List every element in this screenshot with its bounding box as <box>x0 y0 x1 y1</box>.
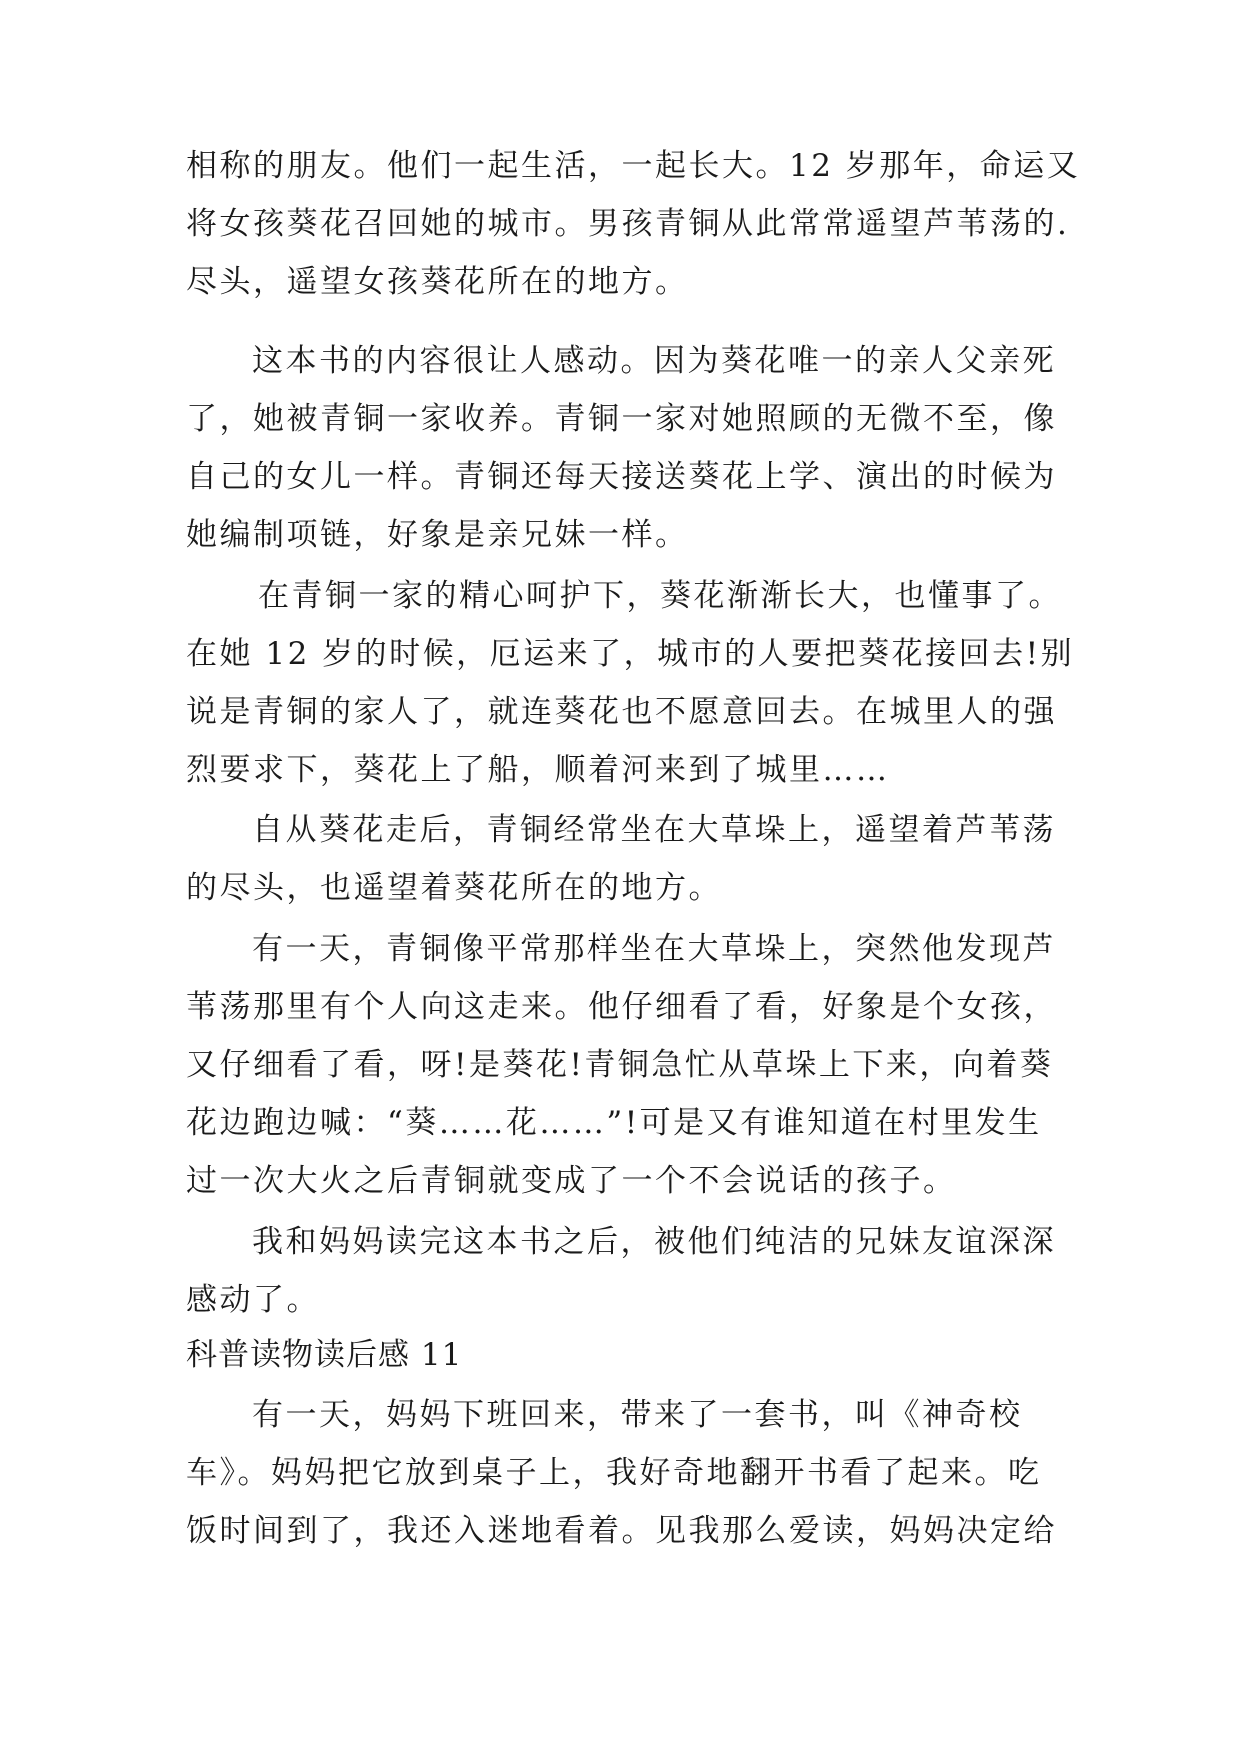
text-line: 自从葵花走后，青铜经常坐在大草垛上，遥望着芦苇荡 <box>252 812 1056 848</box>
text-line: 在她 12 岁的时候，厄运来了，城市的人要把葵花接回去!别 <box>186 636 1075 672</box>
text-line: 说是青铜的家人了，就连葵花也不愿意回去。在城里人的强 <box>186 694 1057 730</box>
text-line: 有一天，青铜像平常那样坐在大草垛上，突然他发现芦 <box>252 931 1056 967</box>
text-line: 车》。妈妈把它放到桌子上，我好奇地翻开书看了起来。吃 <box>186 1455 1042 1491</box>
text-line: 烈要求下，葵花上了船，顺着河来到了城里…… <box>186 752 890 788</box>
text-line: 尽头，遥望女孩葵花所在的地方。 <box>186 264 689 300</box>
text-line: 饭时间到了，我还入迷地看着。见我那么爱读，妈妈决定给 <box>186 1513 1057 1549</box>
text-line: 有一天，妈妈下班回来，带来了一套书，叫《神奇校 <box>252 1397 1023 1433</box>
text-line: 这本书的内容很让人感动。因为葵花唯一的亲人父亲死 <box>252 343 1056 379</box>
text-line: 将女孩葵花召回她的城市。男孩青铜从此常常遥望芦苇荡的. <box>186 206 1070 242</box>
text-line: 苇荡那里有个人向这走来。他仔细看了看，好象是个女孩， <box>186 989 1057 1025</box>
text-line: 的尽头，也遥望着葵花所在的地方。 <box>186 870 722 906</box>
text-line: 又仔细看了看，呀!是葵花!青铜急忙从草垛上下来，向着葵 <box>186 1047 1054 1083</box>
text-line: 过一次大火之后青铜就变成了一个不会说话的孩子。 <box>186 1163 957 1199</box>
text-line: 自己的女儿一样。青铜还每天接送葵花上学、演出的时候为 <box>186 459 1057 495</box>
text-line: 感动了。 <box>186 1282 320 1318</box>
text-line: 在青铜一家的精心呵护下，葵花渐渐长大，也懂事了。 <box>258 578 1062 614</box>
text-line: 了，她被青铜一家收养。青铜一家对她照顾的无微不至，像 <box>186 401 1057 437</box>
text-line: 花边跑边喊：“葵……花……”!可是又有谁知道在村里发生 <box>186 1105 1042 1141</box>
text-line: 我和妈妈读完这本书之后，被他们纯洁的兄妹友谊深深 <box>252 1224 1056 1260</box>
text-line: 相称的朋友。他们一起生活，一起长大。12 岁那年，命运又 <box>186 148 1081 184</box>
text-line: 她编制项链，好象是亲兄妹一样。 <box>186 517 689 553</box>
section-title: 科普读物读后感 11 <box>186 1337 463 1373</box>
